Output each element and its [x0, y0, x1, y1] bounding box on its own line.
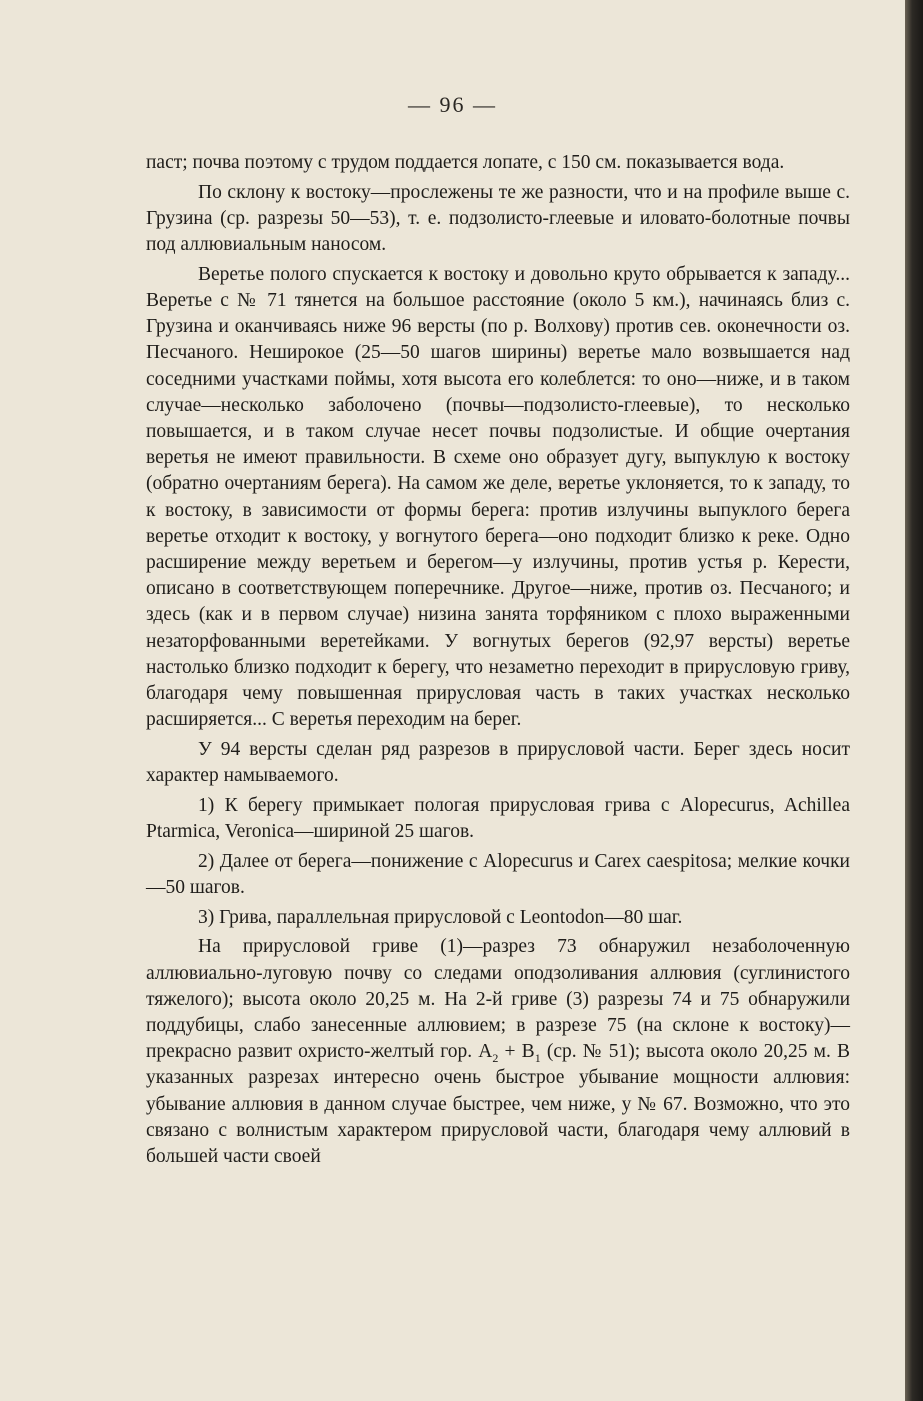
paragraph: 2) Далее от берега—понижение с Alopecurus и Carex caespitosa; мелкие кочки—50 шагов. [146, 850, 850, 898]
paragraph: 1) К берегу примыкает пологая прирусловая грива с Alopecurus, Achillea Ptarmica, Veronica—шириной 25 шагов. [146, 794, 850, 843]
paragraph: 3) Грива, параллельная прирусловой с Leontodon—80 шаг. [198, 906, 683, 928]
paragraph: По склону к востоку—прослежены те же разности, что и на профиле выше с. Грузина (ср. разрезы 50—53), т. е. подзолисто-глеевые и иловато-болотные почвы под аллювиальным наносом. [146, 181, 850, 256]
page-number: — 96 — [408, 92, 497, 117]
horizon-label: $A_2 + B_1$ [478, 1041, 541, 1066]
paragraph: У 94 версты сделан ряд разрезов в прирусловой части. Берег здесь носит характер намываемого. [146, 738, 850, 787]
page-edge-shadow [905, 0, 923, 1401]
body-text [146, 150, 850, 1170]
paragraph [146, 934, 850, 1170]
paragraph: паст; почва поэтому с трудом поддается лопате, с 150 см. показывается вода. [146, 152, 785, 173]
paragraph: Веретье полого спускается к востоку и довольно круто обрывается к западу... Веретье с № 71 тянется на большое расстояние (около 5 км.), начинаясь близ с. Грузина и оканчиваясь ниже 96 версты (по р. Волхову) против сев. оконечности оз. Песчаного. Неширокое (25—50 шагов ширины) веретье мало возвышается над соседними участками поймы, хотя высота его колеблется: то оно—ниже, и в таком случае—несколько заболочено (почвы—подзолисто-глеевые), то несколько повышается, и в таком случае несет почвы подзолистые. И общие очертания веретья не имеют правильности. В схеме оно образует дугу, выпуклую к востоку (обратно очертаниям берега). На самом же деле, веретье уклоняется, то к западу, то к востоку, в зависимости от формы берега: против излучины выпуклого берега веретье отходит к востоку, у вогнутого берега—оно подходит близко к реке. Одно расширение между веретьем и берегом—у излучины, против устья р. Керести, описано в соответствующем поперечнике. Другое—ниже, против оз. Песчаного; и здесь (как и в первом случае) низина занята торфяником с плохо выраженными незаторфованными веретейками. У вогнутых берегов (92,97 версты) веретье настолько близко подходит к берегу, что незаметно переходит в прирусловую гриву, благодаря чему повышенная прирусловая часть в таких участках несколько расширяется... С веретья переходим на берег. [146, 263, 850, 731]
paragraph-text: На прирусловой гриве (1)—разрез 73 обнаружил незаболоченную аллювиально-луговую почву со следами оподзоливания аллювия (суглинистого тяжелого); высота около 20,25 м. На 2-й гриве (3) разрезы 74 и 75 обнаружили поддубицы, слабо занесенные аллювием; в разрезе 75 (на склоне к востоку)—прекрасно развит охристо-желтый гор. [146, 936, 850, 1063]
paragraph-text: (ср. № 51); высота около 20,25 м. В указанных разрезах интересно очень быстрое убывание мощности аллювия: убывание аллювия в данном случае быстрее, чем ниже, у № 67. Возможно, что это связано с волнистым характером прирусловой части, благодаря чему аллювий в большей части своей [146, 1041, 851, 1168]
